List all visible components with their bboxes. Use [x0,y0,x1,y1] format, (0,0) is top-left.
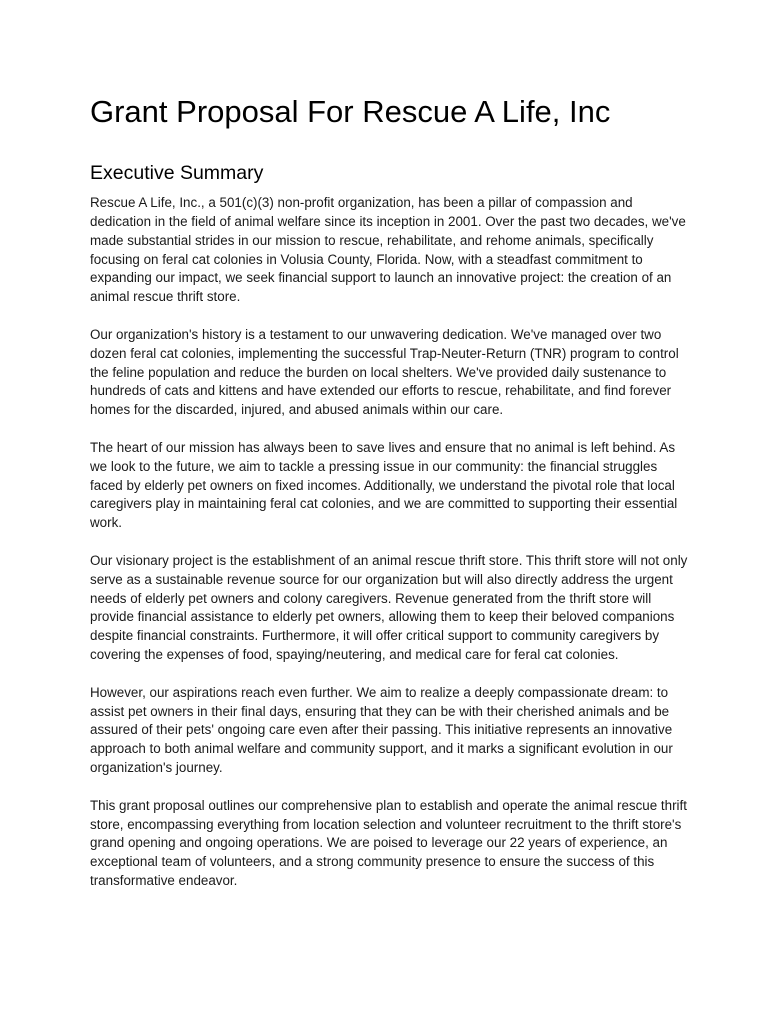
section-heading-executive-summary: Executive Summary [90,162,264,184]
document-title: Grant Proposal For Rescue A Life, Inc [90,94,611,129]
paragraph: Our visionary project is the establishment of an animal rescue thrift store. This thrift store will not only serve as a sustainable revenue source for our organization but will also directly address the urgent needs of elderly pet owners and colony caregivers. Revenue generated from the thrift store will provide financial assistance to elderly pet owners, allowing them to keep their beloved companions despite financial constraints. Furthermore, it will offer critical support to community caregivers by covering the expenses of food, spaying/neutering, and medical care for feral cat colonies. [90,552,688,663]
paragraph: Our organization's history is a testament to our unwavering dedication. We've managed over two dozen feral cat colonies, implementing the successful Trap-Neuter-Return (TNR) program to control the feline population and reduce the burden on local shelters. We've provided daily sustenance to hundreds of cats and kittens and have extended our efforts to rescue, rehabilitate, and find forever homes for the discarded, injured, and abused animals within our care. [90,326,679,418]
paragraph: Rescue A Life, Inc., a 501(c)(3) non-profit organization, has been a pillar of compassion and dedication in the field of animal welfare since its inception in 2001. Over the past two decades, we've made substantial strides in our mission to rescue, rehabilitate, and rehome animals, specifically focusing on feral cat colonies in Volusia County, Florida. Now, with a steadfast commitment to expanding our impact, we seek financial support to launch an innovative project: the creation of an animal rescue thrift store. [90,195,686,305]
paragraph: The heart of our mission has always been to save lives and ensure that no animal is left behind. As we look to the future, we aim to tackle a pressing issue in our community: the financial struggles faced by elderly pet owners on fixed incomes. Additionally, we understand the pivotal role that local caregivers play in maintaining feral cat colonies, and we are committed to supporting their essential work. [90,439,678,531]
paragraph: This grant proposal outlines our comprehensive plan to establish and operate the animal rescue thrift store, encompassing everything from location selection and volunteer recruitment to the thrift store's grand opening and ongoing operations. We are poised to leverage our 22 years of experience, an exceptional team of volunteers, and a strong community presence to ensure the success of this transformative endeavor. [90,797,687,889]
paragraph: However, our aspirations reach even further. We aim to realize a deeply compassionate dream: to assist pet owners in their final days, ensuring that they can be with their cherished animals and be assured of their pets' ongoing care even after their passing. This initiative represents an innovative approach to both animal welfare and community support, and it marks a significant evolution in our organization's journey. [90,684,673,776]
executive-summary-body [90,194,690,910]
